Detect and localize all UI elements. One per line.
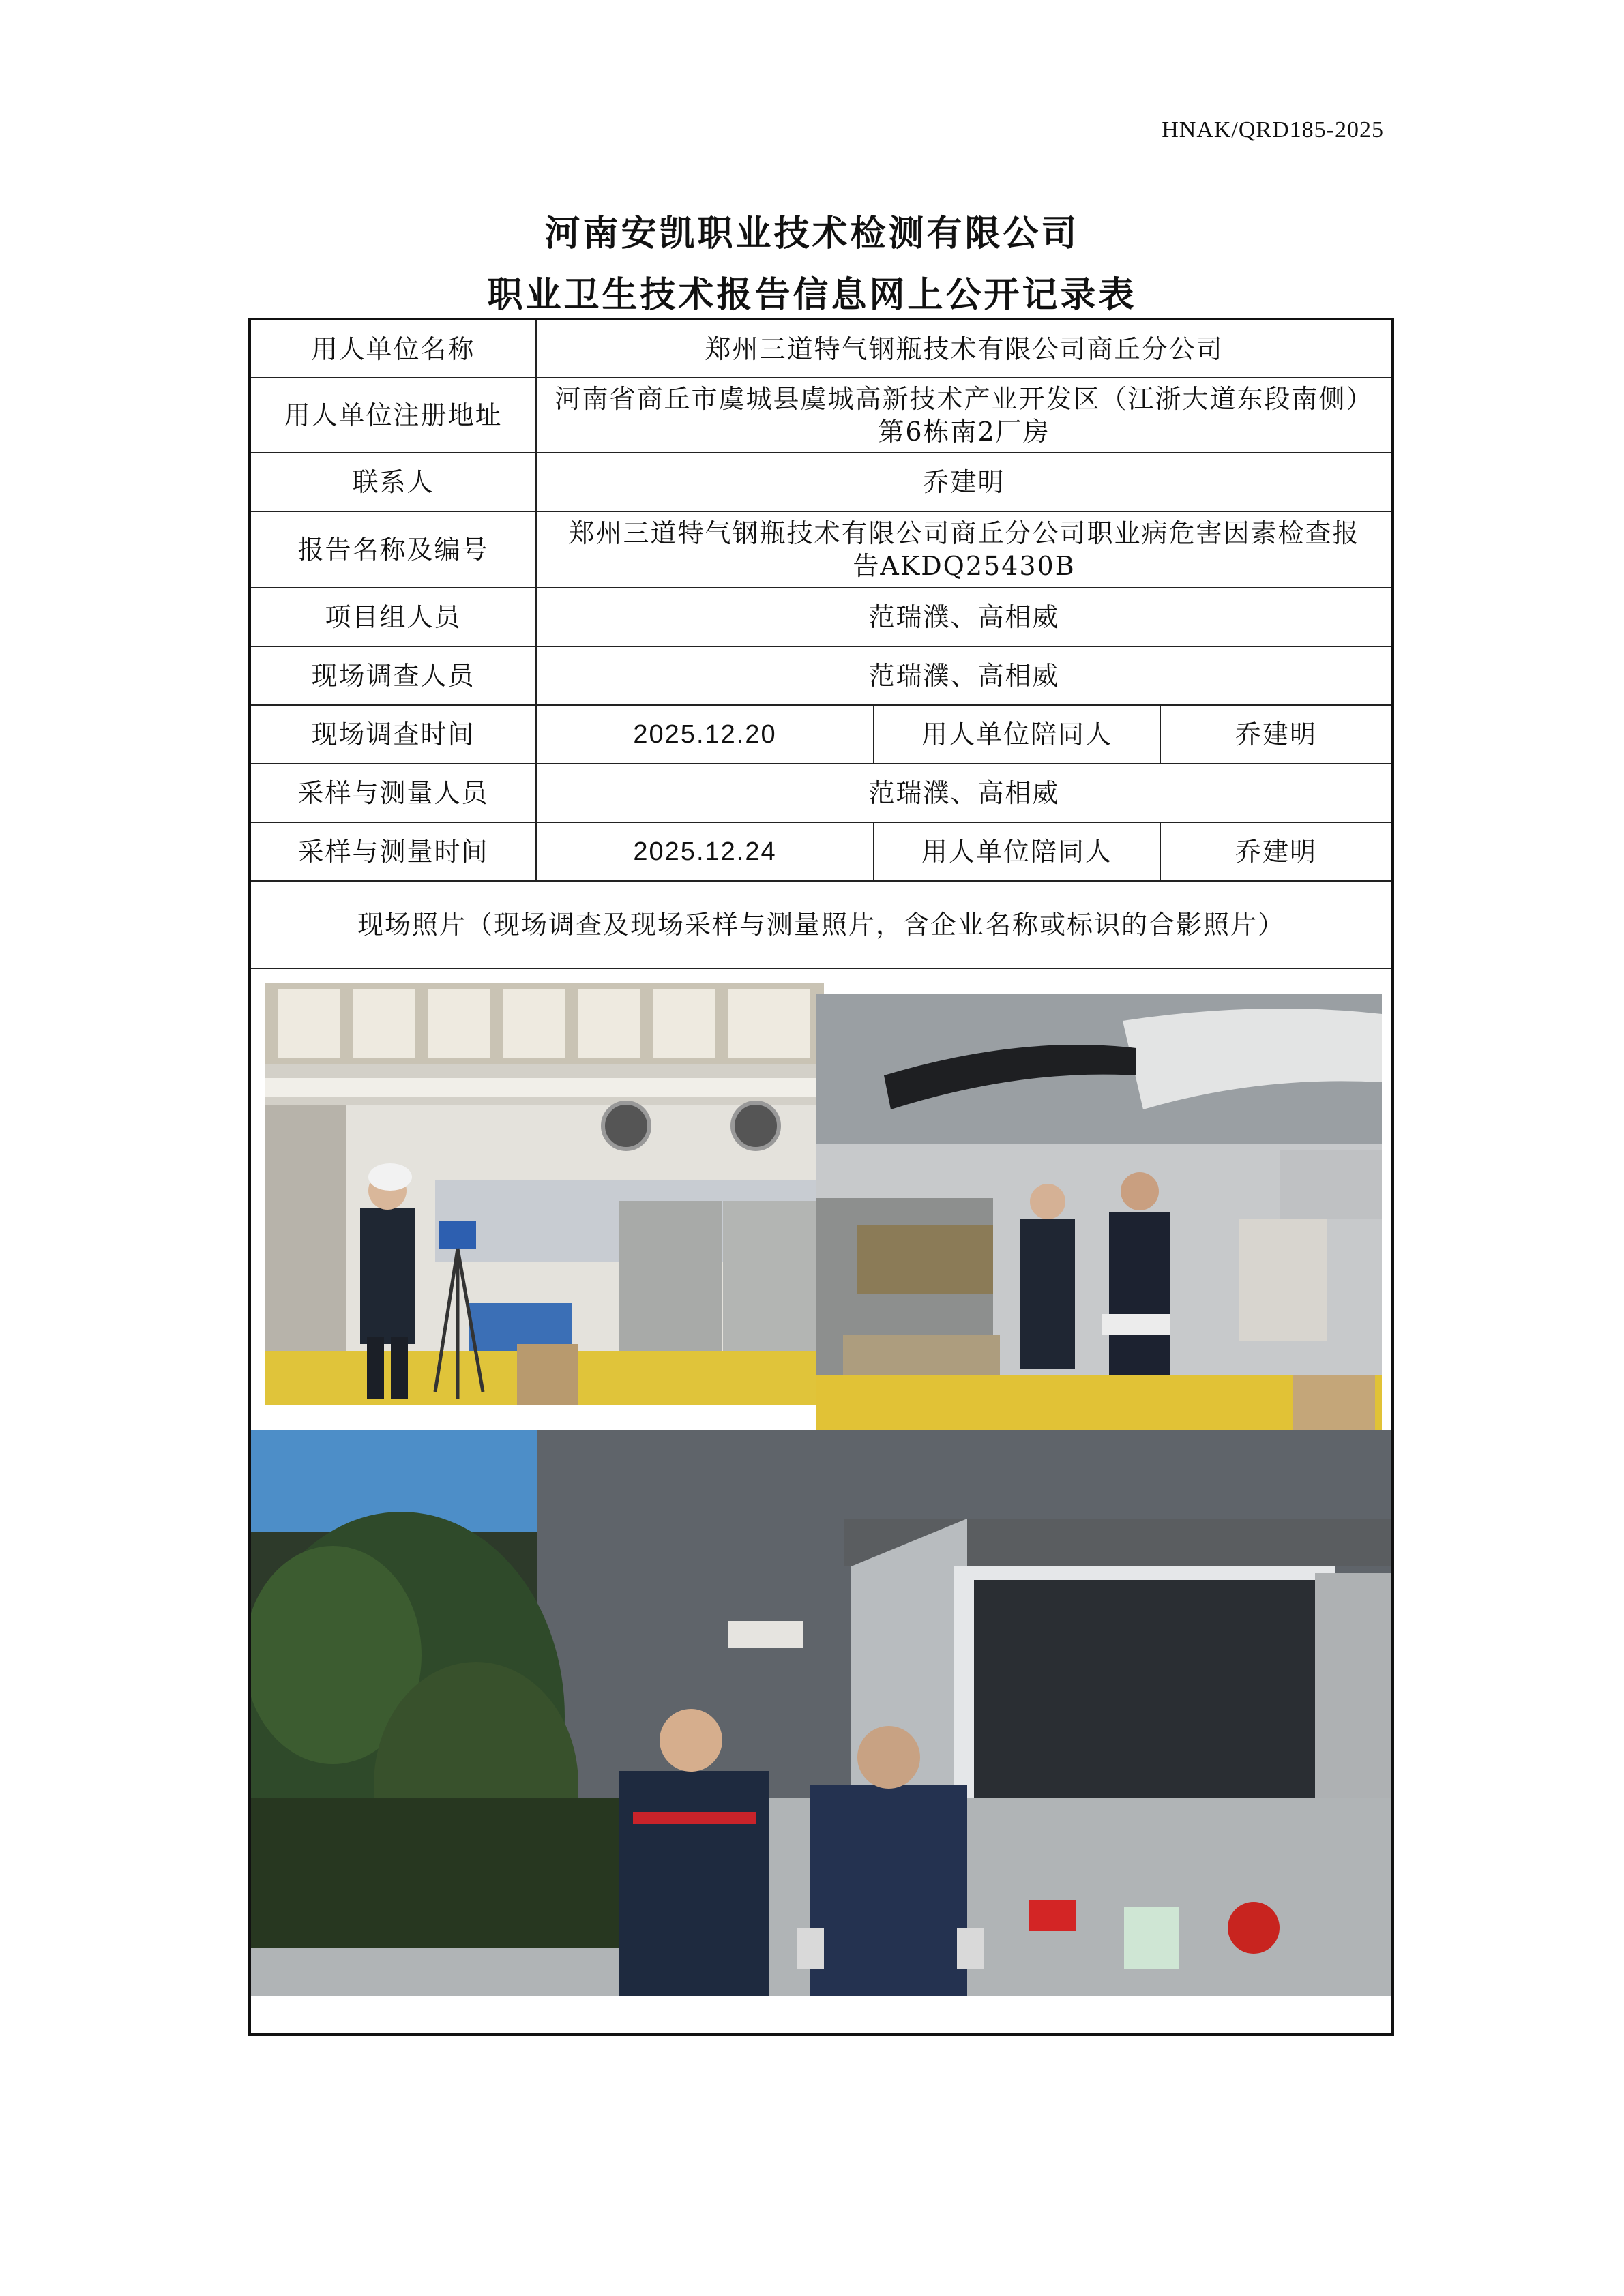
- address-label: 用人单位注册地址: [250, 378, 536, 453]
- survey-companion-value: 乔建明: [1160, 705, 1393, 764]
- row-address: [250, 378, 1393, 453]
- document-number: HNAK/QRD185-2025: [1162, 117, 1384, 143]
- company-title: 河南安凯职业技术检测有限公司: [544, 213, 1080, 254]
- sampling-staff-value: 范瑞濮、高相威: [536, 764, 1393, 822]
- site-survey-photo: [265, 983, 824, 1405]
- row-survey-time: [250, 705, 1393, 764]
- report-value: [536, 511, 1393, 588]
- form-title: 职业卫生技术报告信息网上公开记录表: [487, 275, 1137, 316]
- row-photos-label: [250, 881, 1393, 968]
- record-table: [248, 318, 1394, 2036]
- row-sampling-time: [250, 822, 1393, 881]
- team-value: 范瑞濮、高相威: [536, 588, 1393, 646]
- sampling-time-label: 采样与测量时间: [250, 822, 536, 881]
- row-survey-staff: [250, 646, 1393, 705]
- employer-name-value: 郑州三道特气钢瓶技术有限公司商丘分公司: [536, 319, 1393, 378]
- photos-cell: [250, 968, 1393, 2034]
- report-line-2: 告AKDQ25430B: [853, 551, 1076, 581]
- row-photos: [250, 968, 1393, 2034]
- sampling-photo: [816, 994, 1382, 1430]
- sampling-companion-label: 用人单位陪同人: [874, 822, 1160, 881]
- address-line-1: 河南省商丘市虞城县虞城高新技术产业开发区（江浙大道东段南侧）: [555, 384, 1374, 414]
- sampling-companion-value: 乔建明: [1160, 822, 1393, 881]
- survey-time-label: 现场调查时间: [250, 705, 536, 764]
- employer-name-label: 用人单位名称: [250, 319, 536, 378]
- address-line-2: 第6栋南2厂房: [878, 417, 1050, 447]
- row-contact: [250, 453, 1393, 511]
- survey-staff-label: 现场调查人员: [250, 646, 536, 705]
- report-label: 报告名称及编号: [250, 511, 536, 588]
- team-label: 项目组人员: [250, 588, 536, 646]
- sampling-time-value: 2025.12.24: [536, 822, 874, 881]
- contact-label: 联系人: [250, 453, 536, 511]
- photos-label: 现场照片（现场调查及现场采样与测量照片，含企业名称或标识的合影照片）: [250, 881, 1393, 968]
- survey-time-value: 2025.12.20: [536, 705, 874, 764]
- survey-staff-value: 范瑞濮、高相威: [536, 646, 1393, 705]
- address-value: [536, 378, 1393, 453]
- report-line-1: 郑州三道特气钢瓶技术有限公司商丘分公司职业病危害因素检查报: [568, 518, 1360, 548]
- sampling-staff-label: 采样与测量人员: [250, 764, 536, 822]
- row-report: [250, 511, 1393, 588]
- contact-value: 乔建明: [536, 453, 1393, 511]
- row-team: [250, 588, 1393, 646]
- row-employer-name: [250, 319, 1393, 378]
- survey-companion-label: 用人单位陪同人: [874, 705, 1160, 764]
- group-photo-entrance: [251, 1430, 1391, 1996]
- row-sampling-staff: [250, 764, 1393, 822]
